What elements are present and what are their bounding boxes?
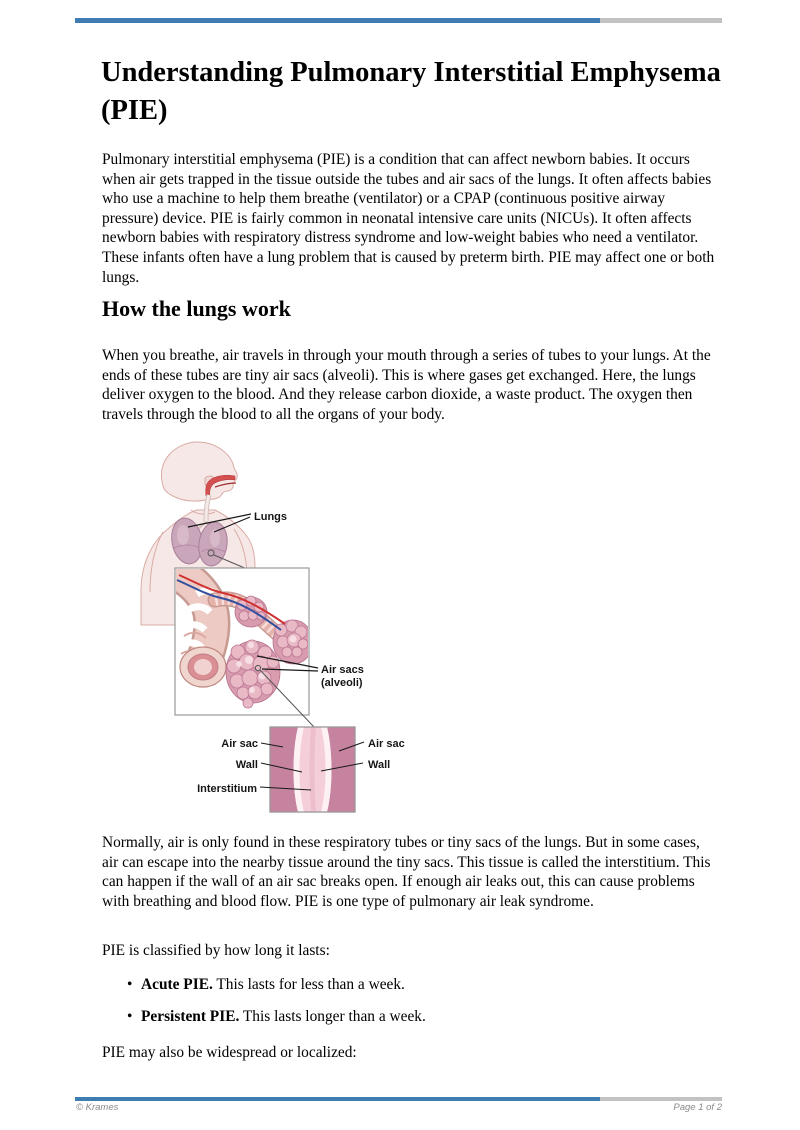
airway-inset-box	[175, 568, 313, 715]
widespread-intro-line: PIE may also be widespread or localized:	[102, 1044, 357, 1061]
how-lungs-paragraph: When you breathe, air travels in through your mouth through a series of tubes to your lungs. At the ends of these tubes are tiny air sacs (alveoli). This is where gases get exchanged. Here, the lungs deliver oxygen to the blood. And they release carbon dioxide, a waste product. The oxygen then travels through the blood to all the organs of your body.	[102, 347, 711, 423]
wall-right-label: Wall	[368, 759, 391, 771]
top-accent-bar-blue	[75, 18, 600, 23]
top-accent-bar	[75, 18, 722, 23]
section-heading-how-lungs-work: How the lungs work	[102, 296, 291, 321]
air-sac-right-label: Air sac	[368, 738, 405, 750]
bullet-acute-pie	[127, 975, 717, 995]
page-title: Understanding Pulmonary Interstitial Emphysema (PIE)	[101, 57, 721, 126]
bullet-dot: •	[127, 1008, 133, 1025]
top-accent-bar-gray	[600, 18, 722, 23]
lungs-label: Lungs	[254, 511, 287, 523]
classified-intro-line: PIE is classified by how long it lasts:	[102, 942, 330, 959]
footer-copyright: © Krames	[76, 1102, 119, 1113]
bullet-text: This lasts for less than a week.	[216, 976, 405, 993]
wall-left-label: Wall	[235, 759, 258, 771]
bullet-lead: Persistent PIE.	[141, 1008, 240, 1025]
interstitium-label: Interstitium	[197, 783, 257, 795]
air-sac-left-label: Air sac	[221, 738, 258, 750]
bullet-dot: •	[127, 976, 133, 993]
after-figure-paragraph: Normally, air is only found in these respiratory tubes or tiny sacs of the lungs. But in some cases, air can escape into the nearby tissue around the tiny sacs. This tissue is called the interstitium. This can happen if the wall of an air sac breaks open. If enough air leaks out, this can cause problems with breathing and blood flow. PIE is one type of pulmonary air leak syndrome.	[102, 834, 711, 910]
bullet-persistent-pie	[127, 1007, 717, 1027]
footer-page-number: Page 1 of 2	[673, 1102, 722, 1113]
page-footer	[76, 1102, 722, 1113]
bottom-accent-bar-gray	[600, 1097, 722, 1101]
intro-paragraph: Pulmonary interstitial emphysema (PIE) is a condition that can affect newborn babies. It occurs when air gets trapped in the tissue outside the tubes and air sacs of the lungs. It often affects babies who use a machine to help them breathe (ventilator) or a CPAP (continuous positive airway pressure) device. PIE is fairly common in neonatal intensive care units (NICUs). It often affects newborn babies with respiratory distress syndrome and low-weight babies who need a ventilator. These infants often have a lung problem that is caused by preterm birth. PIE may affect one or both lungs.	[102, 151, 715, 286]
airsac-inset-box	[270, 727, 355, 812]
bullet-text: This lasts longer than a week.	[242, 1008, 426, 1025]
bottom-accent-bar-blue	[75, 1097, 600, 1101]
tube-cut-end	[180, 647, 226, 687]
bullet-lead: Acute PIE.	[141, 976, 213, 993]
air-sacs-label: Air sacs	[321, 664, 364, 676]
bottom-accent-bar	[75, 1097, 722, 1101]
alveoli-label: (alveoli)	[321, 677, 363, 689]
lungs-anatomy-figure	[135, 440, 415, 820]
